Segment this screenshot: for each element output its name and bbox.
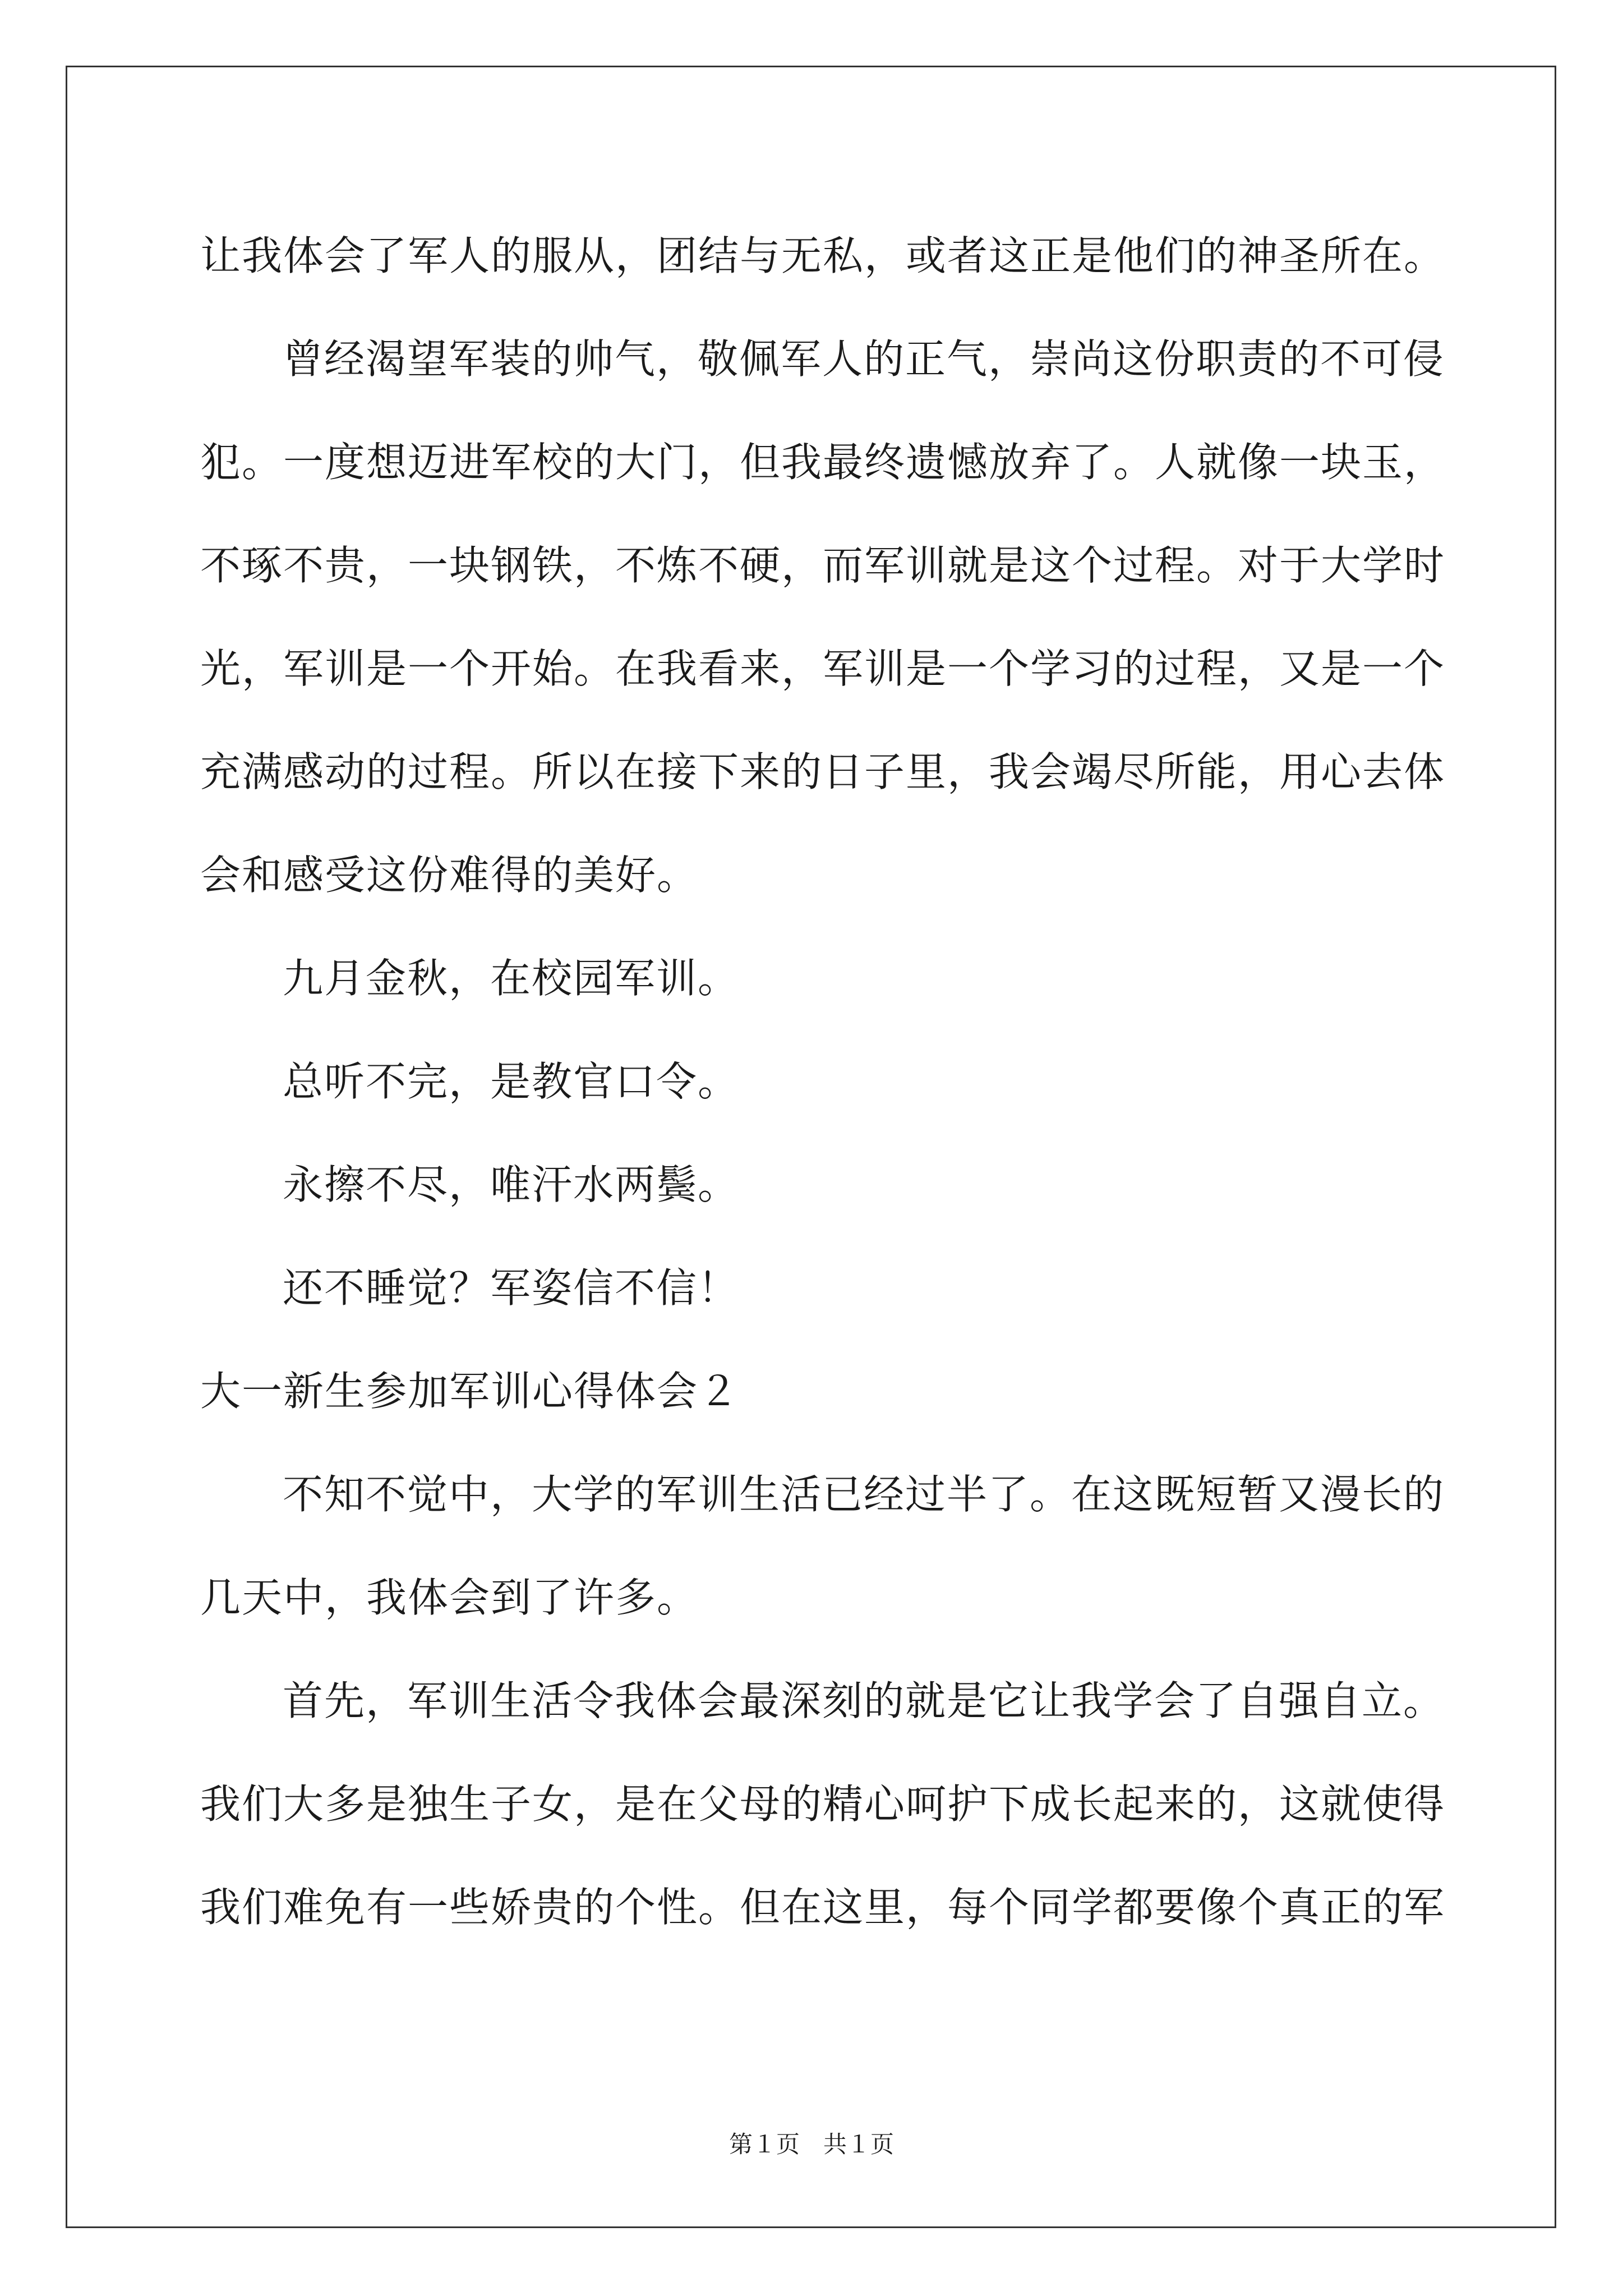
poem-line: 总听不完，是教官口令。 (283, 1058, 740, 1105)
body-text-line: 首先，军训生活令我体会最深刻的就是它让我学会了自强自立。 (283, 1677, 1445, 1724)
poem-line: 九月金秋，在校园军训。 (283, 955, 740, 1002)
body-text-line: 充满感动的过程。所以在接下来的日子里，我会竭尽所能，用心去体 (200, 748, 1446, 795)
body-text-line: 不琢不贵，一块钢铁，不炼不硬，而军训就是这个过程。对于大学时 (200, 542, 1446, 589)
section-heading: 大一新生参加军训心得体会２ (200, 1368, 740, 1415)
poem-line: 还不睡觉？军姿信不信！ (283, 1264, 740, 1312)
body-text-line: 几天中，我体会到了许多。 (200, 1574, 699, 1621)
body-text-line: 我们大多是独生子女，是在父母的精心呵护下成长起来的，这就使得 (200, 1780, 1446, 1828)
body-text-line: 曾经渴望军装的帅气，敬佩军人的正气，崇尚这份职责的不可侵 (283, 335, 1445, 383)
body-text-line: 不知不觉中，大学的军训生活已经过半了。在这既短暂又漫长的 (283, 1471, 1445, 1518)
poem-line: 永擦不尽，唯汗水两鬓。 (283, 1161, 740, 1208)
body-text-line: 我们难免有一些娇贵的个性。但在这里，每个同学都要像个真正的军 (200, 1884, 1446, 1931)
body-text-line: 会和感受这份难得的美好。 (200, 852, 699, 899)
body-text-line: 让我体会了军人的服从，团结与无私，或者这正是他们的神圣所在。 (200, 232, 1446, 279)
body-text-line: 犯。一度想迈进军校的大门，但我最终遗憾放弃了。人就像一块玉， (200, 439, 1446, 486)
body-text-line: 光，军训是一个开始。在我看来，军训是一个学习的过程，又是一个 (200, 645, 1446, 692)
page-number-footer: 第１页 共１页 (728, 2131, 894, 2158)
